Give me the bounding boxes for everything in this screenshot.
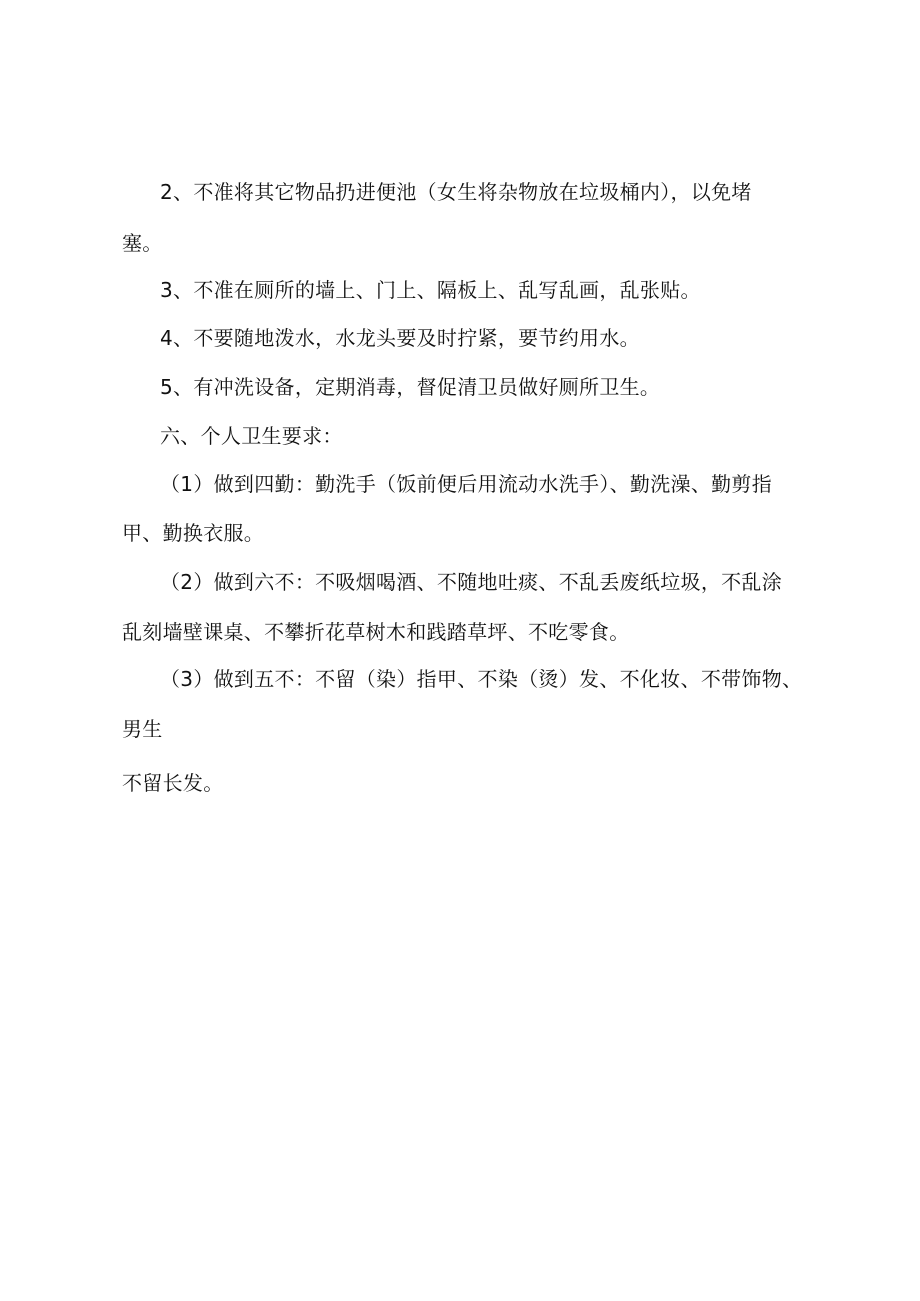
requirement-3-line-2: 男生 bbox=[122, 717, 163, 741]
rule-2-line-2: 塞。 bbox=[122, 231, 163, 255]
requirement-1-line-1: （1）做到四勤：勤洗手（饭前便后用流动水洗手）、勤洗澡、勤剪指 bbox=[160, 472, 773, 496]
requirement-1-line-2: 甲、勤换衣服。 bbox=[122, 521, 265, 545]
rule-3: 3、不准在厕所的墙上、门上、隔板上、乱写乱画，乱张贴。 bbox=[160, 278, 701, 302]
rule-2-line-1: 2、不准将其它物品扔进便池（女生将杂物放在垃圾桶内），以免堵 bbox=[160, 180, 752, 204]
rule-5: 5、有冲洗设备，定期消毒，督促清卫员做好厕所卫生。 bbox=[160, 375, 661, 399]
requirement-3-line-3: 不留长发。 bbox=[122, 771, 224, 795]
section-6-heading: 六、个人卫生要求： bbox=[160, 424, 343, 448]
requirement-3-line-1: （3）做到五不：不留（染）指甲、不染（烫）发、不化妆、不带饰物、 bbox=[160, 667, 803, 691]
requirement-2-line-1: （2）做到六不：不吸烟喝酒、不随地吐痰、不乱丢废纸垃圾，不乱涂 bbox=[160, 570, 783, 594]
rule-4: 4、不要随地泼水，水龙头要及时拧紧，要节约用水。 bbox=[160, 326, 640, 350]
requirement-2-line-2: 乱刻墙壁课桌、不攀折花草树木和践踏草坪、不吃零食。 bbox=[122, 620, 630, 644]
